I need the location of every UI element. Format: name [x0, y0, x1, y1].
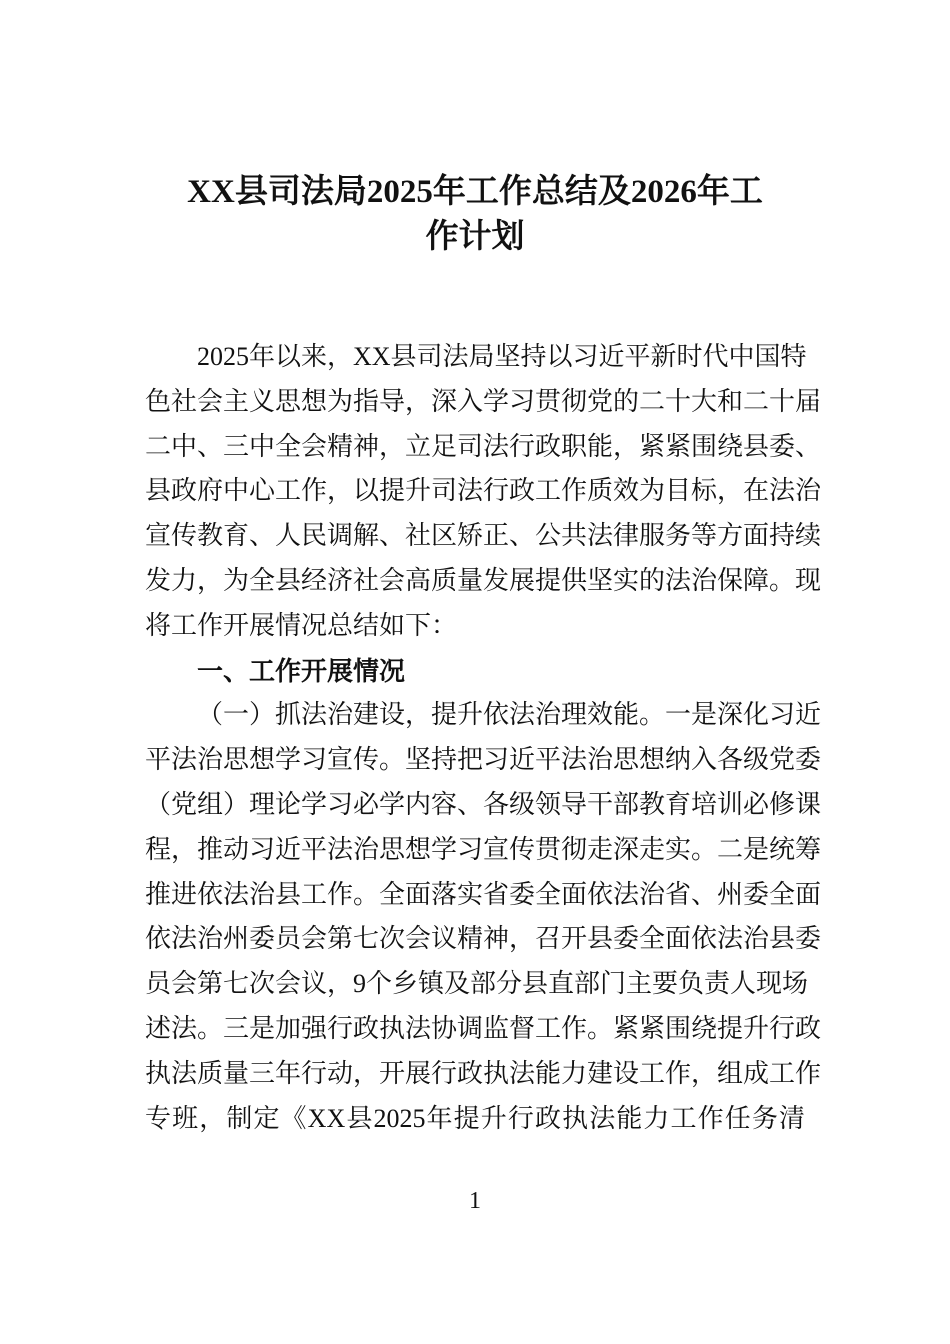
paragraph-line: 平法治思想学习宣传。坚持把习近平法治思想纳入各级党委	[145, 745, 822, 775]
paragraph-line: 员会第七次会议，9个乡镇及部分县直部门主要负责人现场	[145, 969, 809, 999]
paragraph-line: 2025年以来，XX县司法局坚持以习近平新时代中国特	[197, 342, 807, 371]
document-body	[145, 335, 822, 1141]
paragraph-line: （一）抓法治建设，提升依法治理效能。一是深化习近	[197, 700, 822, 730]
paragraph-line: （党组）理论学习必学内容、各级领导干部教育培训必修课	[145, 789, 822, 819]
document-title-line-2: 作计划	[425, 219, 525, 255]
paragraph-line: 发力，为全县经济社会高质量发展提供坚实的法治保障。现	[145, 565, 822, 595]
paragraph-line: 专班，制定《XX县2025年提升行政执法能力工作任务清	[145, 1103, 805, 1133]
paragraph-line: 述法。三是加强行政执法协调监督工作。紧紧围绕提升行政	[145, 1013, 822, 1043]
paragraph-line: 将工作开展情况总结如下：	[145, 610, 458, 640]
paragraph-line: 依法治州委员会第七次会议精神，召开县委全面依法治县委	[145, 924, 822, 954]
paragraph-line: 二中、三中全会精神，立足司法行政职能，紧紧围绕县委、	[145, 431, 822, 461]
paragraph-line: 色社会主义思想为指导，深入学习贯彻党的二十大和二十届	[145, 386, 822, 416]
page-number: 1	[469, 1188, 481, 1214]
paragraph-line: 县政府中心工作，以提升司法行政工作质效为目标，在法治	[145, 476, 822, 506]
document-title-line-1: XX县司法局2025年工作总结及2026年工	[187, 174, 763, 210]
paragraph-line: 推进依法治县工作。全面落实省委全面依法治省、州委全面	[145, 879, 822, 909]
paragraph-line: 执法质量三年行动，开展行政执法能力建设工作，组成工作	[145, 1058, 822, 1088]
paragraph-line: 程，推动习近平法治思想学习宣传贯彻走深走实。二是统筹	[145, 834, 822, 864]
paragraph-line: 宣传教育、人民调解、社区矫正、公共法律服务等方面持续	[145, 521, 822, 551]
section-heading: 一、工作开展情况	[197, 655, 406, 686]
